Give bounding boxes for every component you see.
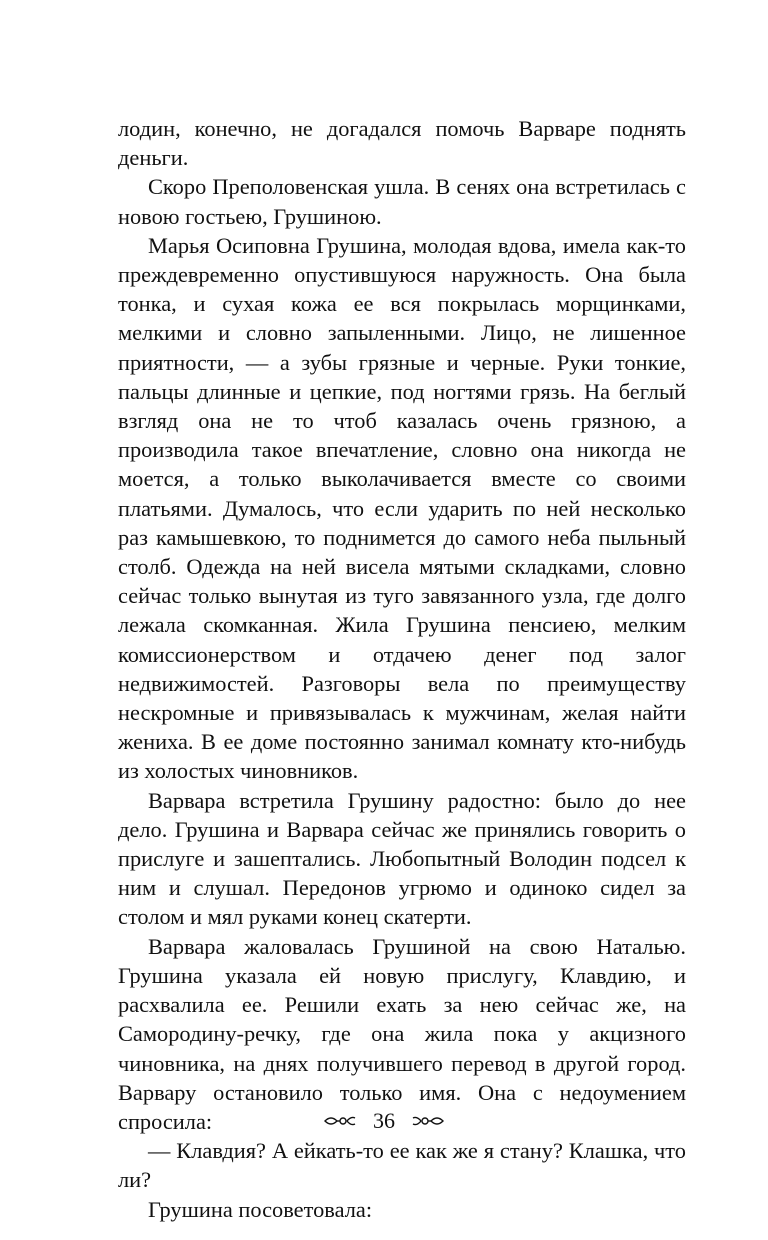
page-footer xyxy=(0,1108,768,1134)
page-body xyxy=(118,114,686,1224)
left-ornament-icon xyxy=(323,1112,357,1130)
page-number: 36 xyxy=(373,1108,395,1133)
paragraph-6: — Клавдия? А ейкать-то ее как же я стану? Клашка, что ли? xyxy=(118,1138,686,1193)
paragraph-2: Скоро Преполовенская ушла. В сенях она встретилась с новою гостьею, Грушиною. xyxy=(118,174,686,229)
paragraph-4: Варвара встретила Грушину радостно: было до нее дело. Грушина и Варвара сейчас же принялись говорить о прислуге и зашептались. Любопытный Володин подсел к ним и слушал. Передонов угрюмо и одиноко сидел за столом и мял руками конец скатерти. xyxy=(118,787,686,930)
paragraph-5: Варвара жаловалась Грушиной на свою Наталью. Грушина указала ей новую прислугу, Клавдию, и расхвалила ее. Решили ехать за нею сейчас же, на Самородину-речку, где она жила пока у акцизного чиновника, на днях получившего перевод в другой город. Варвару остановило только имя. Она с недоумением спросила: xyxy=(118,933,686,1134)
right-ornament-icon xyxy=(411,1112,445,1130)
paragraph-3: Марья Осиповна Грушина, молодая вдова, имела как-то преждевременно опустившуюся наружность. Она была тонка, и сухая кожа ее вся покрылась морщинками, мелкими и словно запыленными. Лицо, не лишенное приятности, — а зубы грязные и черные. Руки тонкие, пальцы длинные и цепкие, под ногтями грязь. На беглый взгляд она не то чтоб казалась очень грязною, а производила такое впечатление, словно она никогда не моется, а только выколачивается вместе со своими платьями. Думалось, что если ударить по ней несколько раз камышевкою, то поднимется до самого неба пыльный столб. Одежда на ней висела мятыми складками, словно сейчас только вынутая из туго завязанного узла, где долго лежала скомканная. Жила Грушина пенсиею, мелким комиссионерством и отдачею денег под залог недвижимостей. Разговоры вела по преимуществу нескромные и привязывалась к мужчинам, желая найти жениха. В ее доме постоянно занимал комнату кто-нибудь из холостых чиновников. xyxy=(118,232,686,784)
paragraph-7: Грушина посоветовала: xyxy=(148,1196,373,1222)
paragraph-1: лодин, конечно, не догадался помочь Варваре поднять деньги. xyxy=(118,116,686,171)
